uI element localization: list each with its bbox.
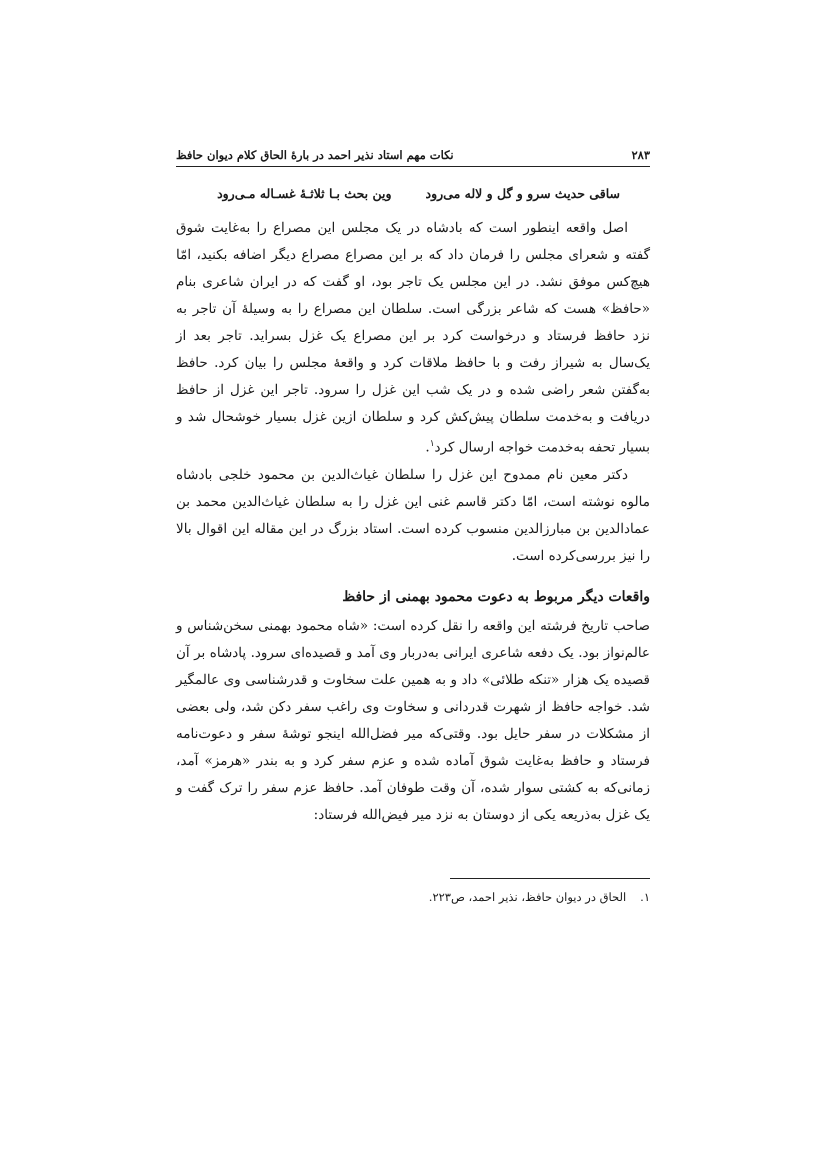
running-title: نکات مهم استاد نذیر احمد در بارۀ الحاق کلام دیوان حافظ [176, 148, 454, 162]
running-header [176, 140, 650, 167]
page-number: ۲۸۳ [631, 148, 650, 162]
paragraph-1 [176, 215, 650, 462]
paragraph-2: دکتر معین نام ممدوح این غزل را سلطان غیاث‌الدین بن محمود خلجی بادشاه مالوه نوشته است، امّا دکتر قاسم غنی این غزل را به سلطان غیاث‌الدین محمد بن عمادالدین بن مبارزالدین منسوب کرده است. استاد بزرگ در این مقاله این اقوال بالا را نیز بررسی‌کرده است. [176, 466, 650, 564]
footnote [176, 890, 650, 904]
verse-hemistich-2: وین بحث بـا ثلاثـۀ غسـاله مـی‌رود [217, 186, 392, 201]
paragraph-1-text: اصل واقعه اینطور است که بادشاه در یک مجلس این مصراع را به‌غایت شوق گفته و شعرای مجلس را فرمان داد که بر این مصراع مصراع دیگر اضافه بکنید، امّا هیچ‌کس موفق نشد. در این مجلس یک تاجر بود، او گفت که در ایران شاعری بنام «حافظ» هست که شاعر بزرگی است. سلطان این مصراع را به وسیلۀ آن تاجر به نزد حافظ فرستاد و درخواست کرد بر این مصراع یک غزل بسراید. تاجر بعد از یک‌سال به شیراز رفت و با حافظ ملاقات کرد و واقعۀ مجلس را بیان کرد. حافظ به‌گفتن شعر راضی شده و در یک شب این غزل را سرود. تاجر این غزل از حافظ دریافت و به‌خدمت سلطان پیش‌کش کرد و سلطان ازین غزل بسیار خوشحال شد و بسیار تحفه به‌خدمت خواجه ارسال کرد [176, 220, 650, 456]
verse-hemistich-1: ساقی حدیث سرو و گل و لاله می‌رود [425, 186, 620, 201]
section-heading: واقعات دیگر مربوط به دعوت محمود بهمنی از حافظ [342, 588, 650, 605]
paragraph-1-end: . [425, 439, 430, 456]
footnote-reference: ۱ [429, 439, 435, 449]
footnote-text: الحاق در دیوان حافظ، نذیر احمد، ص۲۲۳. [428, 890, 627, 904]
poem-verse [176, 180, 650, 207]
paragraph-3: صاحب تاریخ فرشته این واقعه را نقل کرده است: «شاه محمود بهمنی سخن‌شناس و عالم‌نواز بود. یک دفعه شاعری ایرانی به‌دربار وی آمد و قصیده‌ای سرود. پادشاه بر آن قصیده یک هزار «تنکه طلائی» داد و به همین علت سخاوت و قدرشناسی وی عالمگیر شد. خواجه حافظ از شهرت قدردانی و سخاوت وی راغب سفر دکن شد، ولی بعضی از مشکلات در سفر حایل بود. وقتی‌که میر فضل‌الله اینجو توشۀ سفر و دعوت‌نامه فرستاد و حافظ به‌غایت شوق آماده شده و عزم سفر کرد و به بندر «هرمز» آمد، زمانی‌که به کشتی سوار شده، آن وقت طوفان آمد. حافظ عزم سفر را ترک گفت و یک غزل به‌ذریعه یکی از دوستان به نزد میر فیض‌الله فرستاد: [176, 617, 650, 823]
page-body [176, 180, 650, 829]
footnote-number: ۱. [640, 890, 650, 904]
footnote-divider [450, 878, 650, 879]
